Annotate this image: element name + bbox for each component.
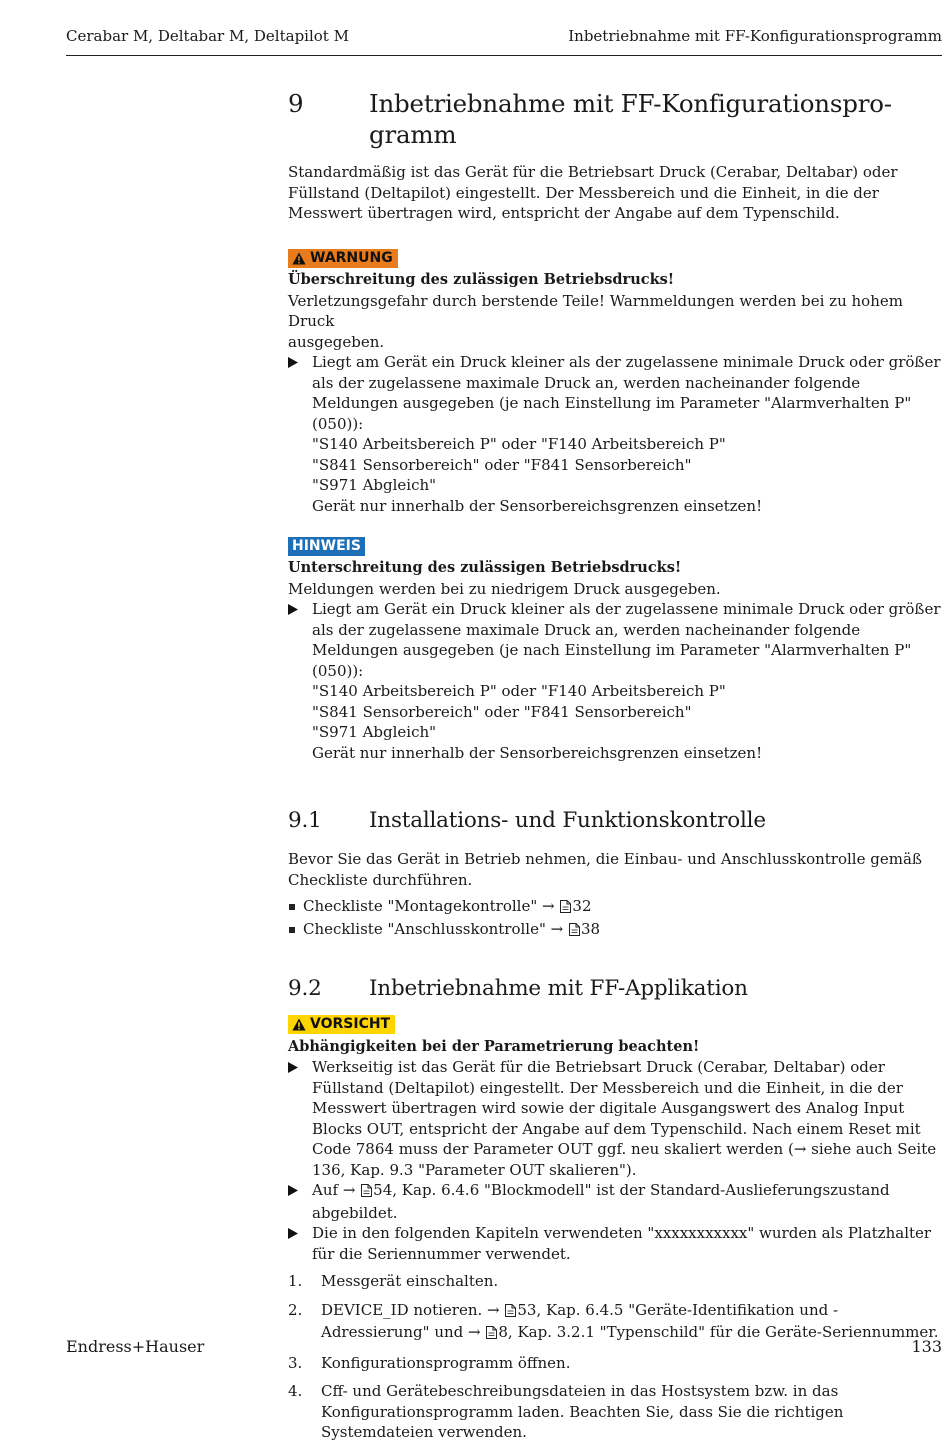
step-item xyxy=(288,1300,942,1345)
arrow-icon: → xyxy=(550,919,564,938)
warning-bullet xyxy=(288,352,942,516)
warning-text-line2: ausgegeben. xyxy=(288,332,385,351)
step-number: 2. xyxy=(288,1300,303,1319)
caution-bullet-text: Die in den folgenden Kapiteln verwendeten "xxxxxxxxxxx" wurden als Platzhalter für die Seriennummer verwendet. xyxy=(312,1224,932,1263)
hint-msg-2: "S841 Sensorbereich" oder "F841 Sensorbereich" xyxy=(312,702,692,721)
warning-notice xyxy=(288,249,942,517)
warning-msg-1: "S140 Arbeitsbereich P" oder "F140 Arbeitsbereich P" xyxy=(312,435,726,453)
section-number: 9.1 xyxy=(288,808,322,833)
warning-label: WARNUNG xyxy=(310,249,393,266)
step-number: 3. xyxy=(288,1353,303,1372)
caution-bullet-3 xyxy=(288,1223,942,1264)
caution-badge xyxy=(288,1015,395,1034)
caution-bullet-2 xyxy=(288,1180,942,1223)
warning-title: Überschreitung des zulässigen Betriebsdrucks! xyxy=(288,271,675,288)
caution-bullet-1 xyxy=(288,1057,942,1180)
list-item-text xyxy=(303,919,600,942)
step-item xyxy=(288,1271,942,1292)
warning-triangle-icon xyxy=(292,252,306,265)
hint-bullet-text xyxy=(312,599,942,763)
square-bullet-icon xyxy=(288,919,303,942)
bullet-arrow-icon xyxy=(288,599,312,763)
step-text: Messgerät einschalten. xyxy=(321,1272,499,1290)
list-item xyxy=(288,896,942,919)
section-heading-9-2 xyxy=(288,975,942,1003)
chapter-heading xyxy=(288,88,942,150)
header-product-names: Cerabar M, Deltabar M, Deltapilot M xyxy=(66,27,349,45)
section-title: Installations- und Funktionskontrolle xyxy=(369,808,766,833)
checklist xyxy=(288,896,942,941)
step-list xyxy=(288,1271,942,1443)
hint-notice xyxy=(288,535,942,763)
hint-msg-1: "S140 Arbeitsbereich P" oder "F140 Arbeitsbereich P" xyxy=(312,682,726,700)
section-number: 9.2 xyxy=(288,976,322,1001)
step-item xyxy=(288,1381,942,1443)
chapter-number: 9 xyxy=(288,89,304,118)
section-heading-9-1 xyxy=(288,807,942,835)
hint-msg-3: "S971 Abgleich" xyxy=(312,723,437,741)
step-number: 1. xyxy=(288,1272,303,1290)
warning-badge xyxy=(288,249,398,268)
warning-text-line1: Verletzungsgefahr durch berstende Teile! Warnmeldungen werden bei zu hohem Druck xyxy=(288,291,903,330)
chapter-title-line2: gramm xyxy=(369,120,457,149)
hint-bullet xyxy=(288,599,942,763)
step-text: Cff- und Gerätebeschreibungsdateien in das Hostsystem bzw. in das Konfigurationsprogramm laden. Beachten Sie, dass Sie die richtigen Systemdateien verwenden. xyxy=(321,1382,844,1441)
warning-bullet-text xyxy=(312,352,942,516)
section-title: Inbetriebnahme mit FF-Applikation xyxy=(369,976,748,1001)
step-number: 4. xyxy=(288,1382,303,1400)
bullet2-reference[interactable]: 54, Kap. 6.4.6 "Blockmodell" ist der Standard-Auslieferungszustand abgebildet. xyxy=(312,1181,890,1222)
list-item-text xyxy=(303,896,592,919)
page-number: 133 xyxy=(911,1337,942,1356)
chapter-intro: Standardmäßig ist das Gerät für die Betriebsart Druck (Cerabar, Deltabar) oder Füllstand (Deltapilot) eingestellt. Der Messbereich und die Einheit, in die der Messwert übertragen wird, entspricht der Angabe auf dem Typenschild. xyxy=(288,163,898,222)
warning-action: Gerät nur innerhalb der Sensorbereichsgrenzen einsetzen! xyxy=(312,496,763,515)
arrow-icon: → xyxy=(542,897,555,915)
chapter-title xyxy=(369,88,892,150)
step2-and: und → xyxy=(434,1323,481,1341)
document-page-icon xyxy=(486,1324,497,1345)
step-text: Konfigurationsprogramm öffnen. xyxy=(321,1353,571,1372)
bullet-arrow-icon xyxy=(288,1057,312,1180)
page-reference[interactable]: 32 xyxy=(572,897,592,915)
hint-badge: HINWEIS xyxy=(288,537,365,556)
step2-prefix: DEVICE_ID notieren. → xyxy=(321,1300,500,1319)
caution-bullet-text: Werkseitig ist das Gerät für die Betriebsart Druck (Cerabar, Deltabar) oder Füllstand (Deltapilot) eingestellt. Der Messbereich und die Einheit, in die der Messwert übertragen wird sowie der digitale Ausgangswert des Analog Input Blocks OUT, entspricht der Angabe auf dem Typenschild. Nach einem Reset mit Code 7864 muss der Parameter OUT ggf. neu skaliert werden (→ siehe auch Seite 136, Kap. 9.3 "Parameter OUT skalieren"). xyxy=(312,1058,937,1179)
warning-bullet-intro: Liegt am Gerät ein Druck kleiner als der zugelassene minimale Druck oder größer als der zugelassene maximale Druck an, werden nacheinander folgende Meldungen ausgegeben (je nach Einstellung im Parameter "Alarmverhalten P" (050)): xyxy=(312,353,941,433)
document-page-icon xyxy=(361,1182,372,1203)
document-page-icon xyxy=(560,898,571,919)
warning-text xyxy=(288,291,942,353)
bullet-arrow-icon xyxy=(288,1180,312,1223)
step2-reference-1[interactable]: 53, Kap. 6.4.5 "Geräte-Identifikation und -Adressierung" xyxy=(321,1300,839,1341)
hint-text: Meldungen werden bei zu niedrigem Druck ausgegeben. xyxy=(288,579,721,598)
header-chapter-title: Inbetriebnahme mit FF-Konfigurationsprogramm xyxy=(568,27,942,45)
checklist-label: Checkliste "Montagekontrolle" xyxy=(303,897,538,915)
bullet2-prefix: Auf → xyxy=(312,1181,356,1199)
checklist-label: Checkliste "Anschlusskontrolle" xyxy=(303,919,546,938)
page-header xyxy=(66,27,942,56)
bullet-arrow-icon xyxy=(288,1223,312,1264)
hint-action: Gerät nur innerhalb der Sensorbereichsgrenzen einsetzen! xyxy=(312,743,763,762)
hint-title: Unterschreitung des zulässigen Betriebsdrucks! xyxy=(288,559,682,576)
caution-title: Abhängigkeiten bei der Parametrierung beachten! xyxy=(288,1037,700,1055)
list-item xyxy=(288,919,942,942)
caution-bullet-text xyxy=(312,1180,942,1223)
caution-notice xyxy=(288,1015,942,1264)
document-page-icon xyxy=(569,921,580,942)
chapter-title-line1: Inbetriebnahme mit FF-Konfigurationspro- xyxy=(369,89,892,118)
square-bullet-icon xyxy=(288,896,303,919)
bullet-arrow-icon xyxy=(288,352,312,516)
warning-msg-2: "S841 Sensorbereich" oder "F841 Sensorbereich" xyxy=(312,455,692,474)
step-text xyxy=(321,1300,942,1345)
warning-msg-3: "S971 Abgleich" xyxy=(312,476,437,494)
caution-label: VORSICHT xyxy=(310,1016,391,1032)
main-content xyxy=(288,88,942,1451)
step2-reference-2[interactable]: 8, Kap. 3.2.1 "Typenschild" für die Geräte-Seriennummer. xyxy=(498,1323,939,1341)
footer-company: Endress+Hauser xyxy=(66,1337,205,1356)
warning-triangle-icon xyxy=(292,1018,306,1031)
hint-bullet-intro: Liegt am Gerät ein Druck kleiner als der zugelassene minimale Druck oder größer als der zugelassene maximale Druck an, werden nacheinander folgende Meldungen ausgegeben (je nach Einstellung im Parameter "Alarmverhalten P" (050)): xyxy=(312,600,941,680)
page-reference[interactable]: 38 xyxy=(581,919,601,938)
document-page-icon xyxy=(505,1302,516,1323)
section-intro: Bevor Sie das Gerät in Betrieb nehmen, die Einbau- und Anschlusskontrolle gemäß Checkliste durchführen. xyxy=(288,850,922,889)
